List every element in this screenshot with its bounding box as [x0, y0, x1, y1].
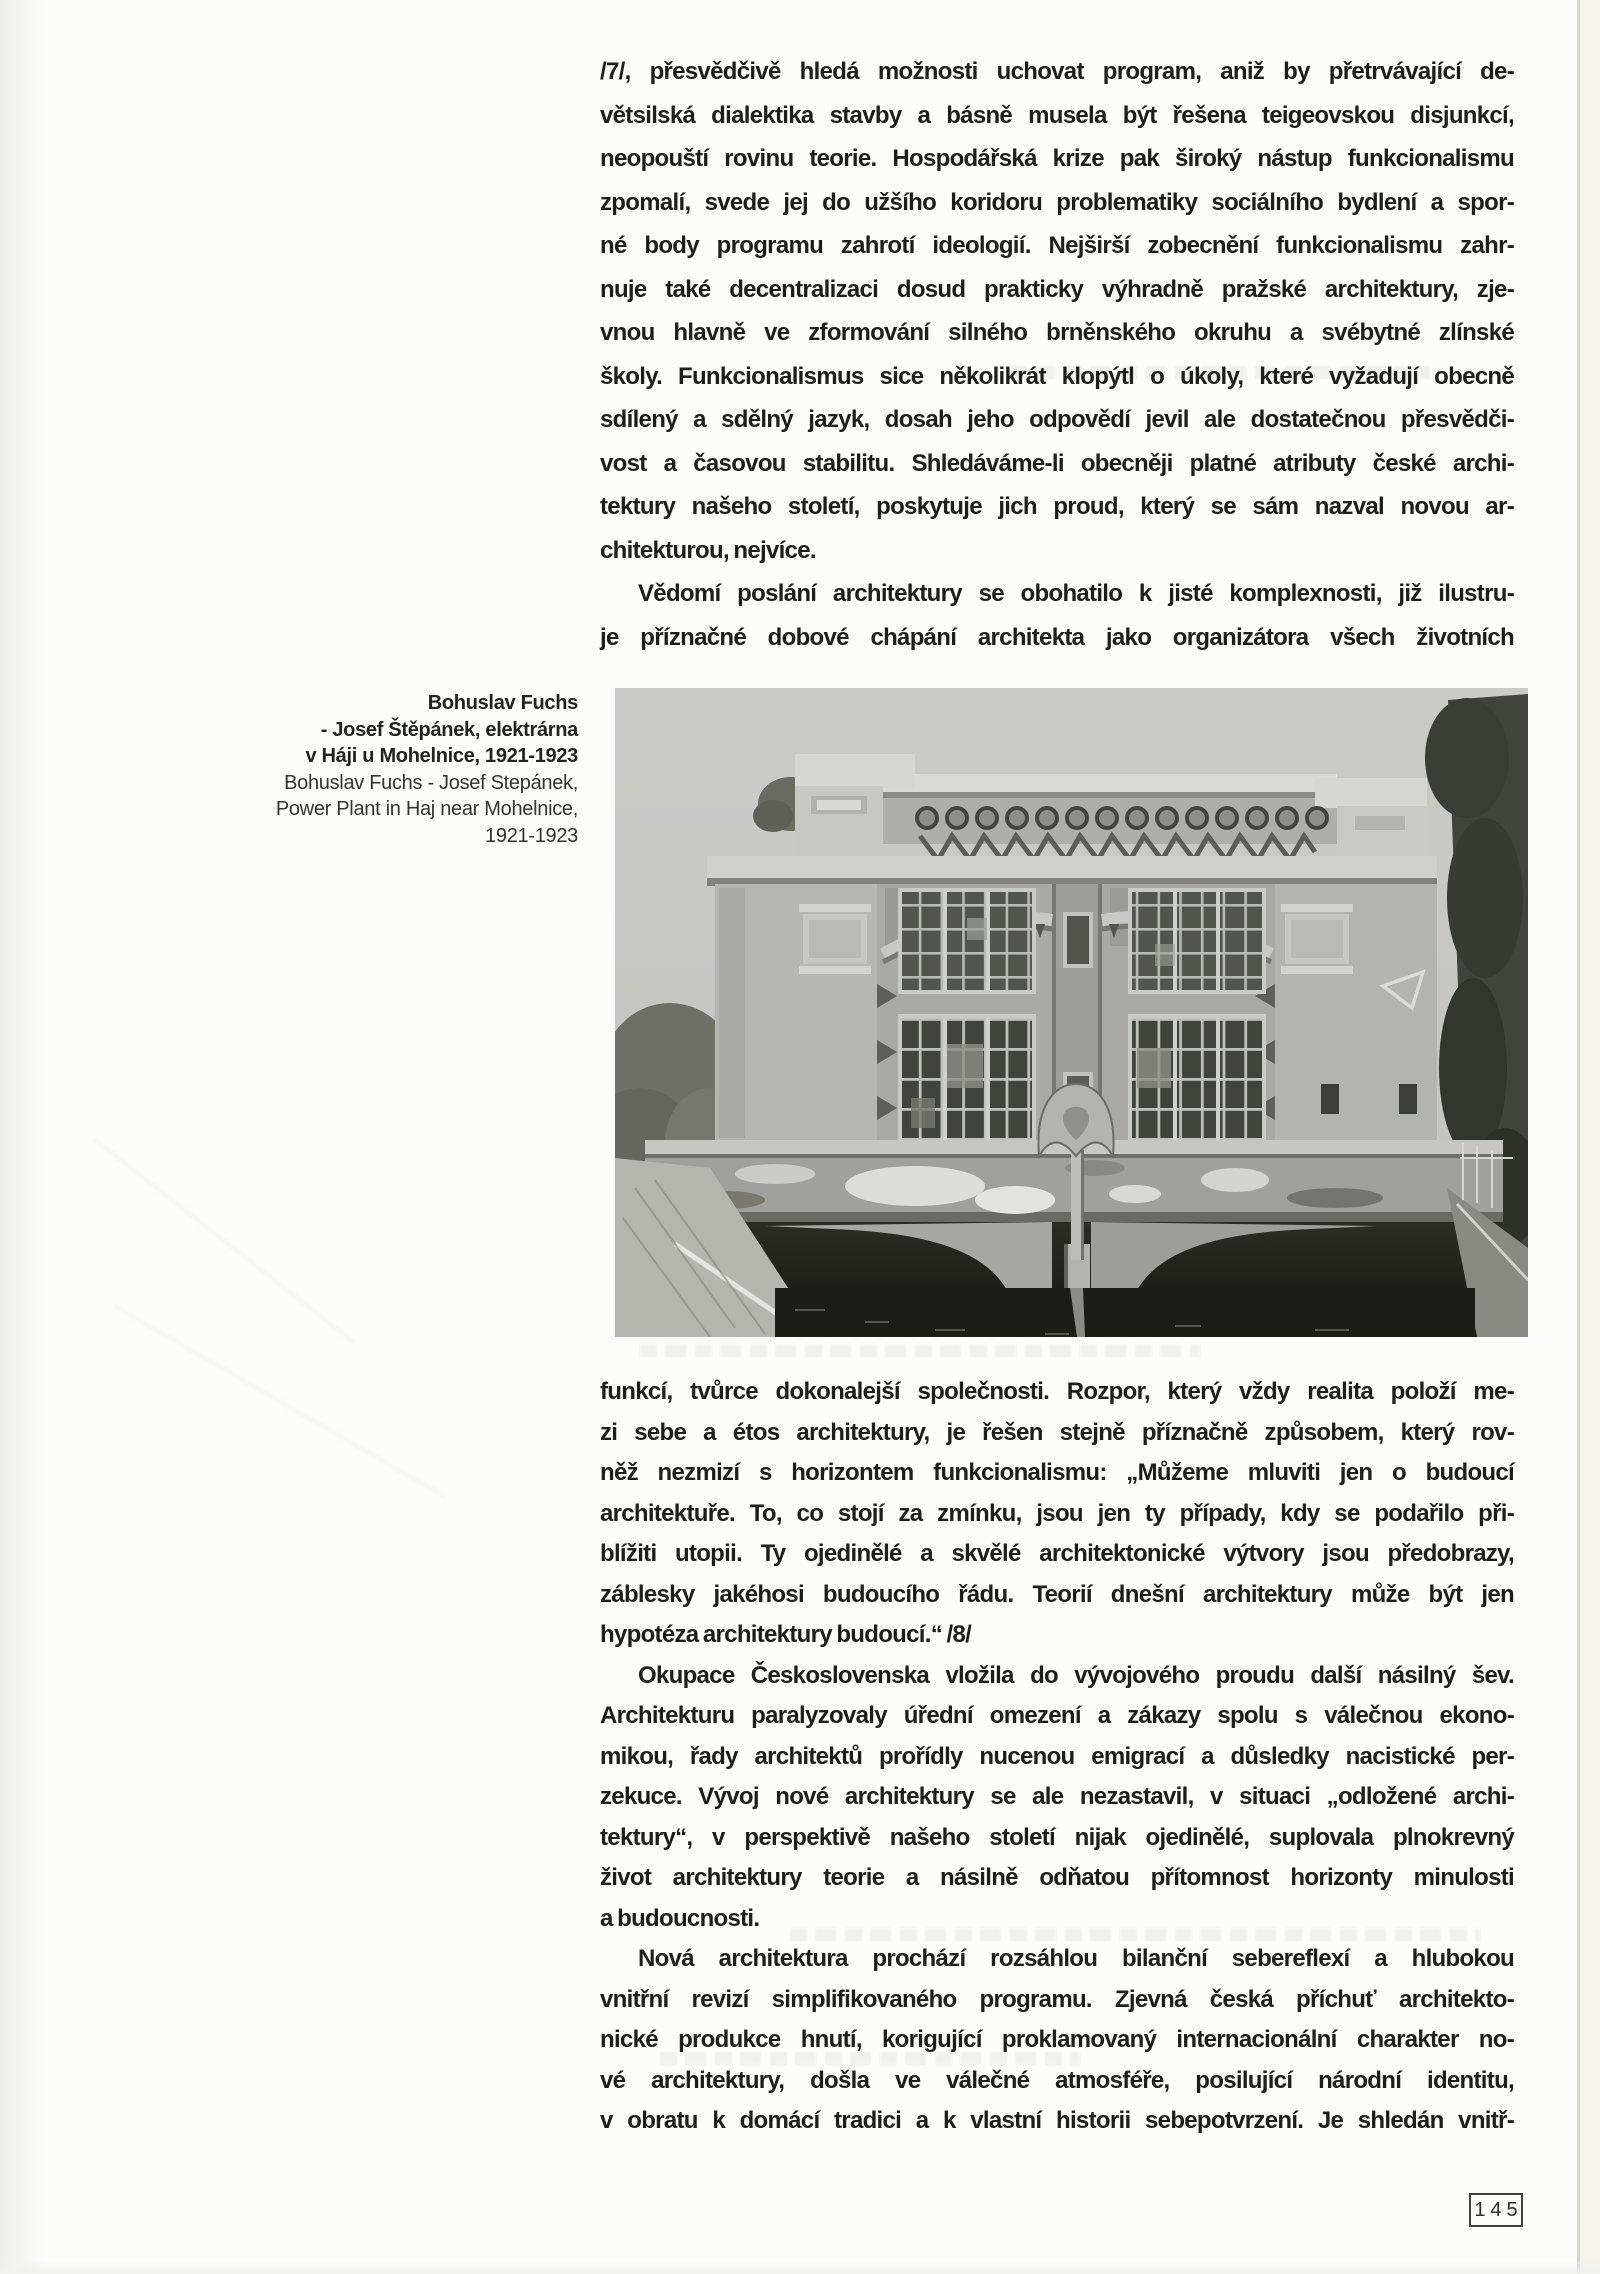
caption-line: Bohuslav Fuchs - Josef Stepánek,	[284, 771, 578, 794]
text-line: nické produkce hnutí, korigující proklamovaný internacionální charakter no-	[600, 2026, 1514, 2053]
page-edge-margin	[1580, 0, 1600, 2274]
text-line: /7/, přesvědčivě hledá možnosti uchovat program, aniž by přetrvávající de-	[600, 58, 1514, 85]
text-line: vnitřní revizí simplifikovaného programu. Zjevná česká příchuť architekto-	[600, 1985, 1514, 2013]
page-number: 145	[1474, 2198, 1523, 2221]
photo-power-plant	[615, 688, 1528, 1337]
text-line: zi sebe a étos architektury, je řešen stejně příznačně způsobem, který rov-	[600, 1418, 1514, 1446]
text-line: vé architektury, došla ve válečné atmosféře, posilující národní identitu,	[600, 2066, 1514, 2094]
text-line: záblesky jakéhosi budoucího řádu. Teorií dnešní architektury může být jen	[600, 1580, 1514, 1608]
caption-line: v Háji u Mohelnice, 1921-1923	[305, 745, 578, 767]
text-line: blížiti utopii. Ty ojedinělé a skvělé architektonické výtvory jsou předobrazy,	[600, 1540, 1514, 1567]
caption-line: Bohuslav Fuchs	[427, 692, 578, 714]
caption-line: 1921-1923	[485, 824, 578, 847]
text-line: je příznačné dobové chápání architekta jako organizátora všech životních	[600, 623, 1514, 651]
print-bleed-sketch-line	[94, 1139, 356, 1345]
text-line: neopouští rovinu teorie. Hospodářská krize pak široký nástup funkcionalismu	[600, 145, 1514, 172]
text-line: sdílený a sdělný jazyk, dosah jeho odpovědí jevil ale dostatečnou přesvědči-	[600, 406, 1514, 433]
text-line: něž nezmizí s horizontem funkcionalismu: „Můžeme mluviti jen o budoucí	[600, 1459, 1514, 1486]
text-line: mikou, řady architektů prořídly nucenou emigrací a důsledky nacistické per-	[600, 1742, 1514, 1770]
print-bleed-artifact	[640, 1344, 1200, 1357]
text-line: tektury“, v perspektivě našeho století nijak ojedinělé, suplovala plnokrevný	[600, 1823, 1514, 1851]
text-line: vost a časovou stabilitu. Shledáváme-li obecněji platné atributy české archi-	[600, 449, 1514, 477]
text-line: zpomalí, svede jej do užšího koridoru problematiky sociálního bydlení a spor-	[600, 188, 1514, 216]
main-text-bottom	[600, 1372, 1514, 2142]
text-line: Nová architektura prochází rozsáhlou bilanční sebereflexí a hlubokou	[638, 1945, 1514, 1972]
text-line: Vědomí poslání architektury se obohatilo k jisté komplexnosti, již ilustru-	[638, 580, 1514, 607]
water	[775, 1288, 1475, 1337]
photo-caption	[180, 690, 578, 849]
text-line: život architektury teorie a násilně odňatou přítomnost horizonty minulosti	[600, 1864, 1514, 1891]
print-bleed-sketch-line	[115, 1305, 446, 1498]
caption-line: Power Plant in Haj near Mohelnice,	[275, 798, 578, 820]
text-line: chitekturou, nejvíce.	[600, 536, 816, 564]
text-line: Okupace Československa vložila do vývojového proudu další násilný šev.	[638, 1661, 1514, 1689]
page-bottom-shading	[0, 2260, 1600, 2274]
text-line: zekuce. Vývoj nové architektury se ale nezastavil, v situaci „odložené archi-	[600, 1783, 1514, 1810]
text-line: větsilská dialektika stavby a básně musela být řešena teigeovskou disjunkcí,	[600, 101, 1514, 129]
page-gutter-shading	[0, 0, 46, 2274]
photo-illustration	[615, 688, 1528, 1337]
text-line: hypotéza architektury budoucí.“ /8/	[600, 1621, 972, 1648]
text-line: architektuře. To, co stojí za zmínku, jsou jen ty případy, kdy se podařilo při-	[600, 1499, 1514, 1527]
print-bleed-artifact	[1010, 366, 1430, 379]
text-line: vnou hlavně ve zformování silného brněnského okruhu a svébytné zlínské	[600, 319, 1514, 346]
main-text-top	[600, 50, 1514, 659]
page-number-box	[1469, 2193, 1523, 2227]
text-line: Architekturu paralyzovaly úřední omezení a zákazy spolu s válečnou ekono-	[600, 1702, 1514, 1729]
text-line: v obratu k domácí tradici a k vlastní historii sebepotvrzení. Je shledán vnitř-	[600, 2107, 1514, 2134]
text-line: tektury našeho století, poskytuje jich proud, který se sám nazval novou ar-	[600, 493, 1514, 520]
text-line: nuje také decentralizaci dosud prakticky výhradně pražské architektury, zje-	[600, 275, 1514, 303]
text-line: funkcí, tvůrce dokonalejší společnosti. Rozpor, který vždy realita položí me-	[600, 1378, 1514, 1405]
text-line: školy. Funkcionalismus sice několikrát klopýtl o úkoly, které vyžadují obecně	[600, 362, 1514, 390]
caption-line: - Josef Štěpánek, elektrárna	[320, 718, 578, 741]
text-line: a budoucnosti.	[600, 1904, 760, 1932]
text-line: né body programu zahrotí ideologií. Nejširší zobecnění funkcionalismu zahr-	[600, 232, 1514, 259]
